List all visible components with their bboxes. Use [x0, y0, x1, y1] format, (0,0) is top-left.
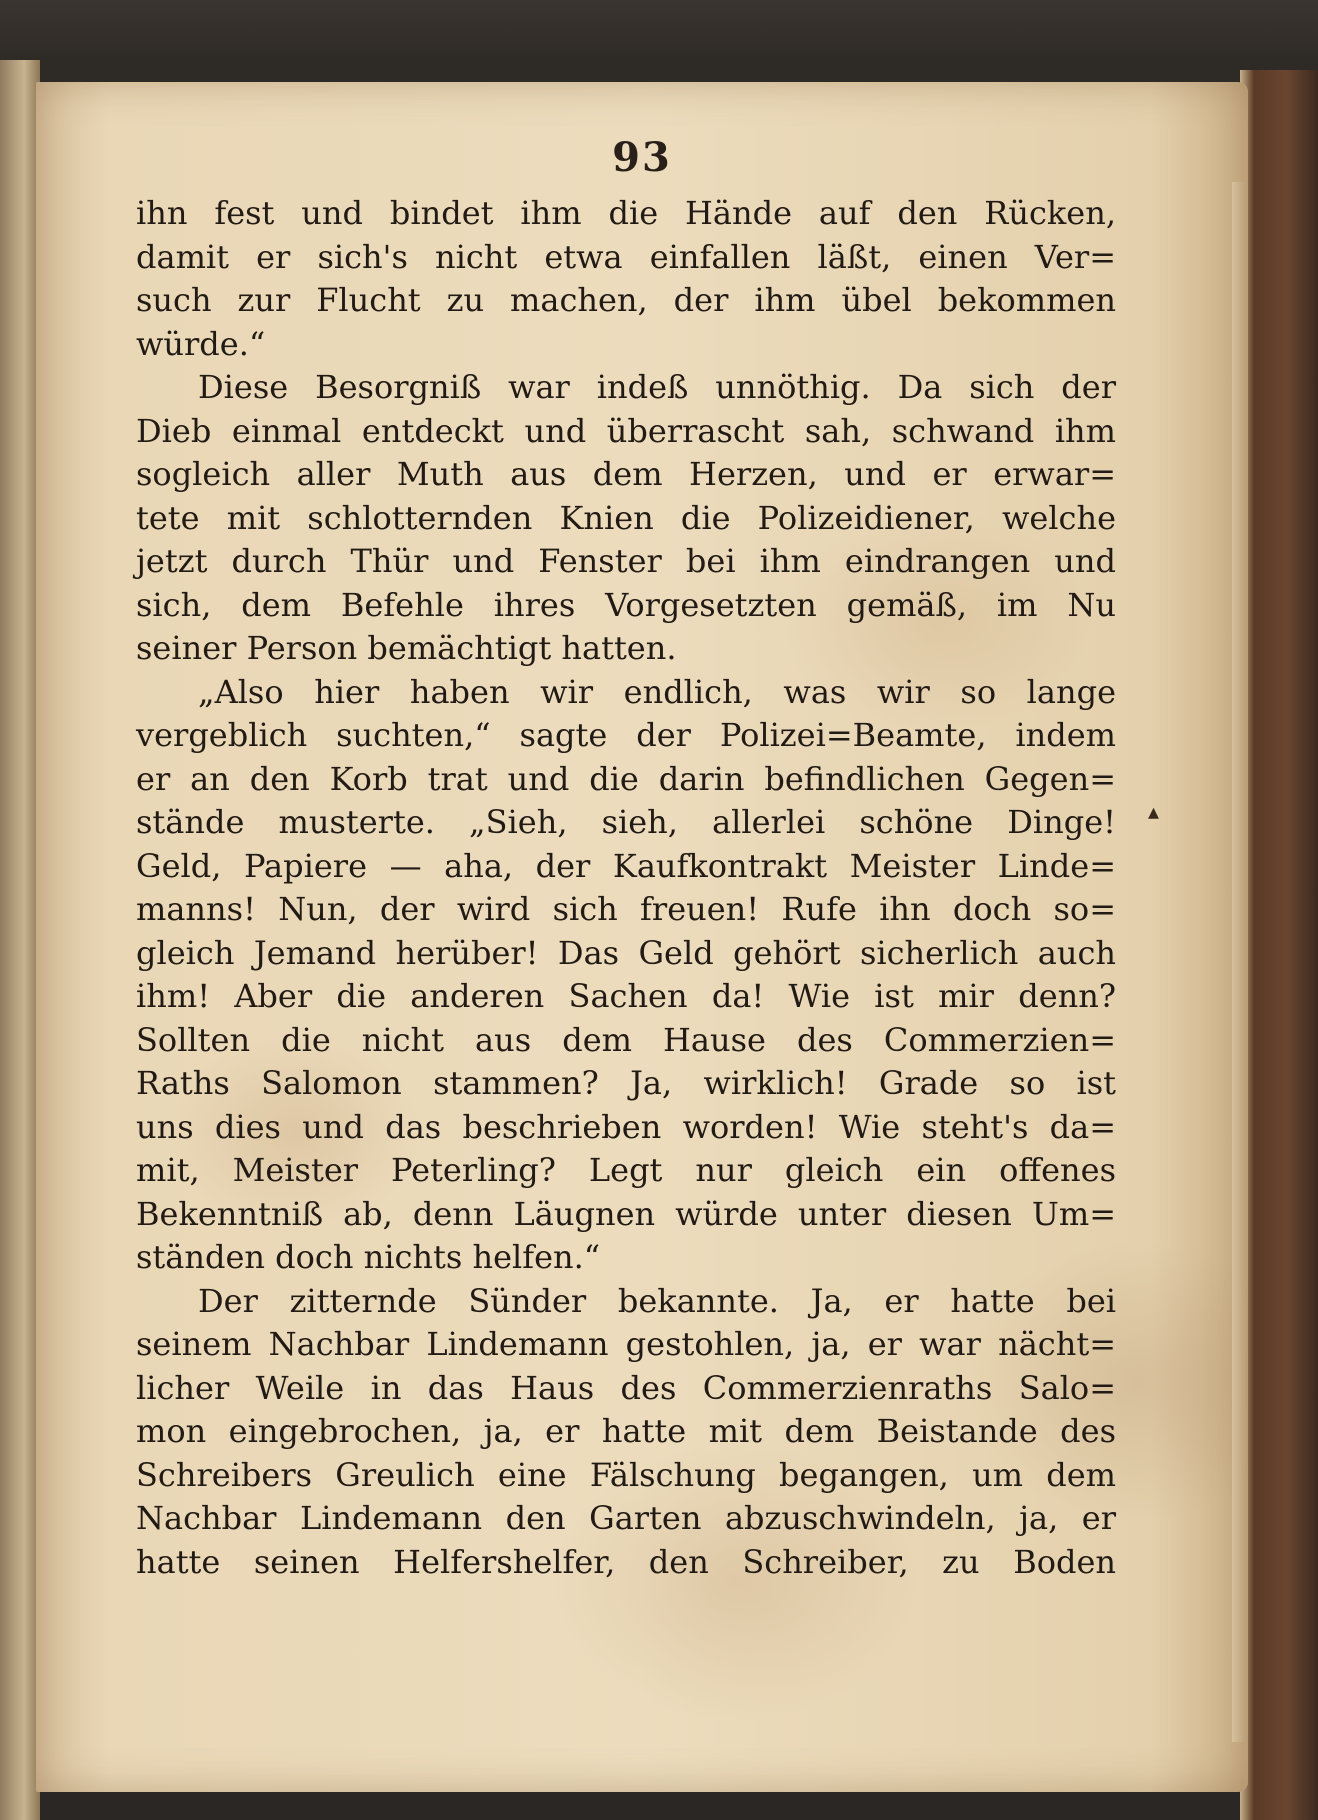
- text-line: Diese Besorgniß war indeß unnöthig. Da sich der: [198, 368, 1116, 406]
- text-line: such zur Flucht zu machen, der ihm übel bekommen: [136, 281, 1116, 319]
- text-line: vergeblich suchten,“ sagte der Polizei=Beamte, indem: [136, 716, 1116, 754]
- text-line: mon eingebrochen, ja, er hatte mit dem Beistande des: [136, 1412, 1116, 1450]
- text-line: Bekenntniß ab, denn Läugnen würde unter diesen Um=: [136, 1194, 1116, 1233]
- text-line: er an den Korb trat und die darin befindlichen Gegen=: [136, 759, 1116, 798]
- text-line: Nachbar Lindemann den Garten abzuschwindeln, ja, er: [136, 1499, 1116, 1537]
- text-line: licher Weile in das Haus des Commerzienraths Salo=: [136, 1368, 1116, 1407]
- body-text: [136, 192, 1116, 1584]
- page-number: 93: [612, 134, 672, 181]
- page-stack-edge: [1232, 182, 1246, 1742]
- margin-mark-icon: ▴: [1148, 800, 1160, 825]
- text-line: tete mit schlotternden Knien die Polizeidiener, welche: [136, 498, 1116, 537]
- text-line: Raths Salomon stammen? Ja, wirklich! Grade so ist: [136, 1064, 1116, 1102]
- text-line: sogleich aller Muth aus dem Herzen, und er erwar=: [136, 455, 1116, 493]
- text-line: damit er sich's nicht etwa einfallen läßt, einen Ver=: [136, 237, 1116, 276]
- text-line: Schreibers Greulich eine Fälschung begangen, um dem: [136, 1455, 1116, 1494]
- text-line: ihn fest und bindet ihm die Hände auf den Rücken,: [136, 194, 1116, 232]
- text-line: „Also hier haben wir endlich, was wir so lange: [198, 672, 1116, 711]
- text-line: Dieb einmal entdeckt und überrascht sah, schwand ihm: [136, 411, 1116, 450]
- text-line: jetzt durch Thür und Fenster bei ihm eindrangen und: [136, 542, 1116, 580]
- book-page: [36, 82, 1248, 1792]
- text-line: Sollten die nicht aus dem Hause des Commerzien=: [136, 1020, 1116, 1059]
- text-line: seiner Person bemächtigt hatten.: [136, 629, 677, 667]
- text-line: mit, Meister Peterling? Legt nur gleich ein offenes: [136, 1151, 1116, 1189]
- text-line: würde.“: [136, 324, 266, 363]
- text-line: uns dies und das beschrieben worden! Wie steht's da=: [136, 1107, 1116, 1146]
- text-line: ständen doch nichts helfen.“: [136, 1238, 601, 1276]
- text-line: stände musterte. „Sieh, sieh, allerlei schöne Dinge!: [136, 803, 1116, 841]
- text-line: Der zitternde Sünder bekannte. Ja, er hatte bei: [198, 1281, 1116, 1320]
- text-line: gleich Jemand herüber! Das Geld gehört sicherlich auch: [136, 933, 1116, 972]
- text-line: Geld, Papiere — aha, der Kaufkontrakt Meister Linde=: [136, 846, 1116, 885]
- text-line: manns! Nun, der wird sich freuen! Rufe ihn doch so=: [136, 890, 1116, 928]
- text-line: hatte seinen Helfershelfer, den Schreiber, zu Boden: [136, 1542, 1116, 1581]
- book-cover-edge: [1240, 70, 1318, 1820]
- text-line: seinem Nachbar Lindemann gestohlen, ja, er war nächt=: [136, 1325, 1116, 1363]
- text-line: sich, dem Befehle ihres Vorgesetzten gemäß, im Nu: [136, 585, 1116, 624]
- left-page-edge: [0, 60, 40, 1820]
- text-line: ihm! Aber die anderen Sachen da! Wie ist mir denn?: [136, 977, 1116, 1015]
